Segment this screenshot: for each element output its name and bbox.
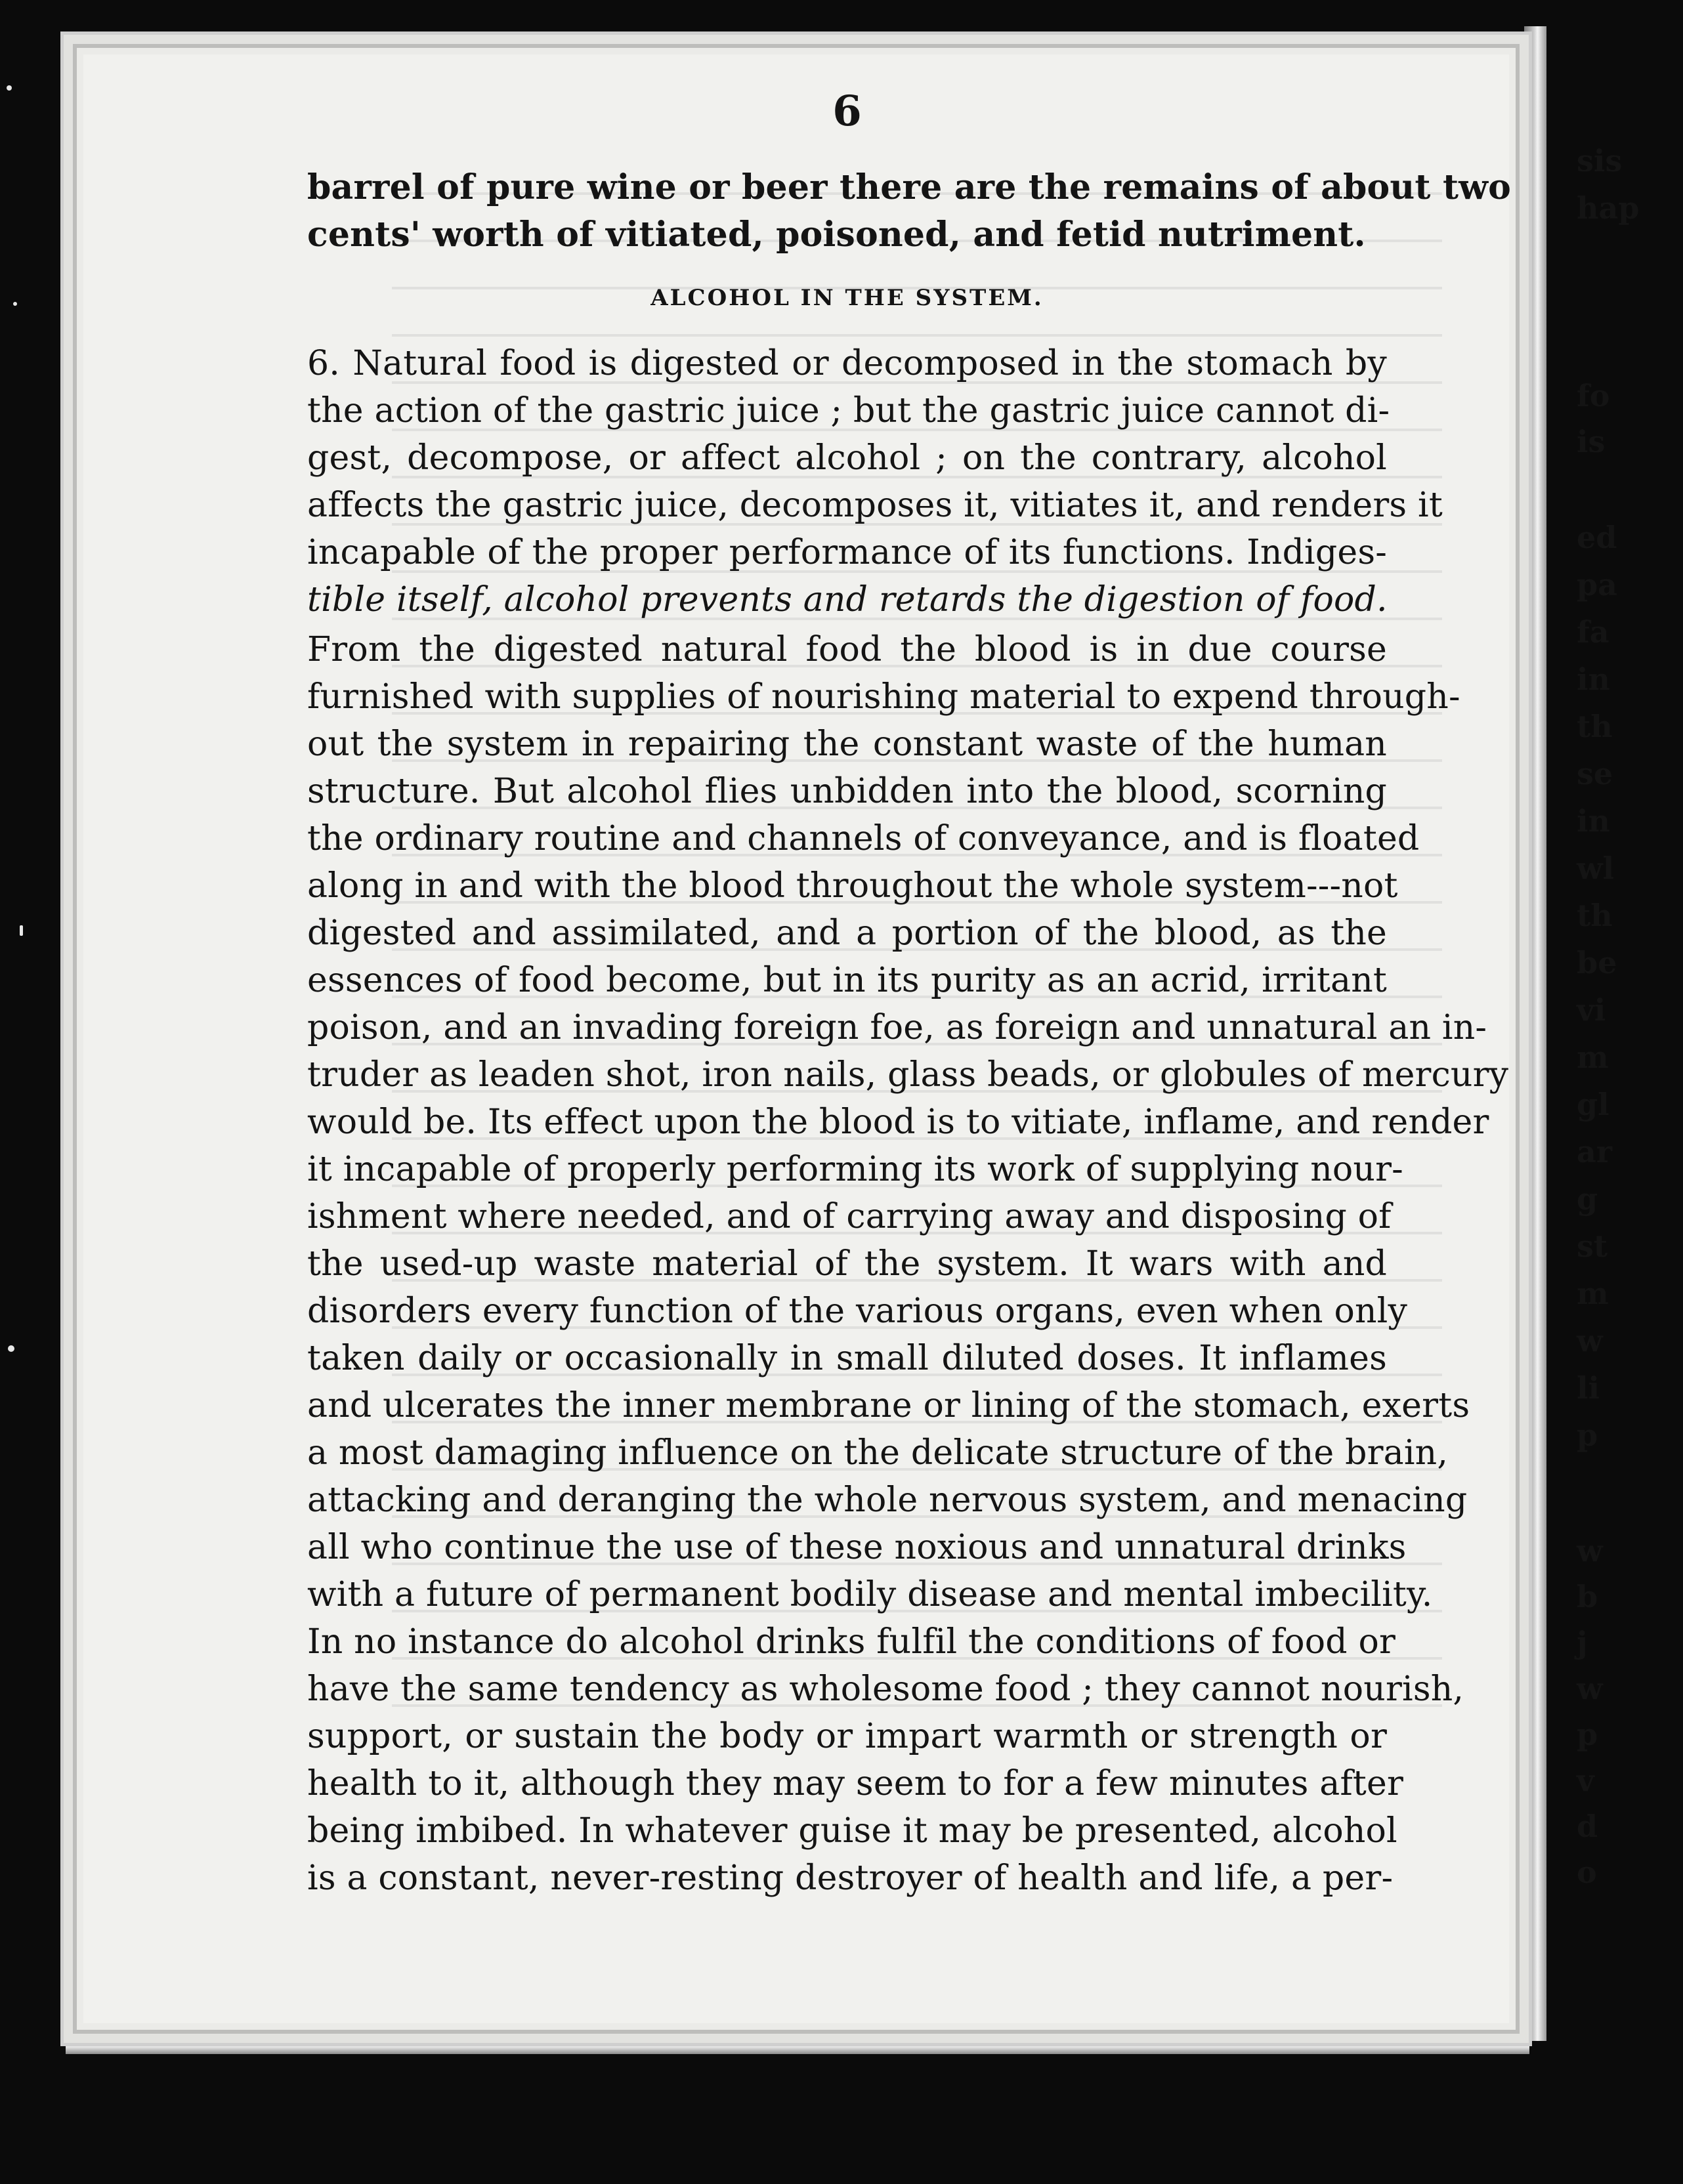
adjacent-fragment: vi — [1577, 992, 1606, 1028]
text-line: structure. But alcohol flies unbidden into the blood, scorning — [307, 772, 1387, 811]
text-line: digested and assimilated, and a portion of the blood, as the — [307, 914, 1387, 953]
text-line: taken daily or occasionally in small diluted doses. It inflames — [307, 1339, 1387, 1378]
adjacent-fragment: g — [1577, 1181, 1598, 1217]
text-line: out the system in repairing the constant waste of the human — [307, 724, 1387, 764]
text-line: In no instance do alcohol drinks fulfil the conditions of food or — [307, 1622, 1396, 1662]
text-line: furnished with supplies of nourishing material to expend through- — [307, 677, 1460, 717]
adjacent-fragment: b — [1577, 1579, 1598, 1614]
adjacent-fragment: sis — [1577, 143, 1623, 178]
adjacent-fragment: w — [1577, 1533, 1603, 1568]
adjacent-fragment: fa — [1577, 614, 1609, 650]
text-line: truder as leaden shot, iron nails, glass beads, or globules of mercury — [307, 1055, 1509, 1095]
text-line: and ulcerates the inner membrane or lining of the stomach, exerts — [307, 1386, 1470, 1425]
adjacent-fragment: hap — [1577, 190, 1640, 226]
adjacent-fragment: p — [1577, 1717, 1598, 1752]
adjacent-fragment: gl — [1577, 1087, 1609, 1122]
text-line: the action of the gastric juice ; but the gastric juice cannot di- — [307, 391, 1390, 430]
text-line: the used-up waste material of the system. It wars with and — [307, 1244, 1387, 1284]
text-line: health to it, although they may seem to for a few minutes after — [307, 1764, 1404, 1803]
text-line: have the same tendency as wholesome food ; they cannot nourish, — [307, 1670, 1464, 1709]
adjacent-fragment: in — [1577, 803, 1610, 839]
adjacent-page-edge — [1557, 0, 1683, 2184]
text-line: affects the gastric juice, decomposes it, vitiates it, and renders it — [307, 486, 1443, 525]
text-line: tible itself, alcohol prevents and retards the digestion of food. — [307, 580, 1388, 620]
text-line: disorders every function of the various organs, even when only — [307, 1292, 1408, 1331]
text-line: along in and with the blood throughout the whole system---not — [307, 866, 1398, 906]
text-line: the ordinary routine and channels of conveyance, and is floated — [307, 819, 1420, 858]
text-line: support, or sustain the body or impart warmth or strength or — [307, 1717, 1387, 1756]
dust-speck — [8, 1345, 14, 1352]
dust-speck — [7, 85, 12, 91]
adjacent-fragment: li — [1577, 1370, 1600, 1406]
page-number: 6 — [832, 87, 862, 136]
text-line: it incapable of properly performing its work of supplying nour- — [307, 1150, 1403, 1189]
adjacent-fragment: ar — [1577, 1134, 1613, 1169]
adjacent-fragment: m — [1577, 1040, 1609, 1075]
adjacent-fragment: be — [1577, 945, 1617, 980]
adjacent-fragment: is — [1577, 424, 1606, 459]
adjacent-fragment: in — [1577, 662, 1610, 697]
adjacent-fragment: th — [1577, 898, 1613, 933]
dust-speck — [20, 925, 23, 936]
adjacent-fragment: j — [1577, 1625, 1588, 1660]
adjacent-fragment: d — [1577, 1809, 1598, 1844]
text-line: From the digested natural food the blood is in due course — [307, 630, 1387, 669]
adjacent-fragment: m — [1577, 1276, 1609, 1311]
text-line: 6. Natural food is digested or decomposed in the stomach by — [307, 344, 1387, 383]
dust-speck — [13, 302, 17, 306]
text-line: with a future of permanent bodily disease and mental imbecility. — [307, 1575, 1433, 1614]
text-line: would be. Its effect upon the blood is to vitiate, inflame, and render — [307, 1102, 1489, 1142]
page-text — [307, 87, 1512, 1902]
adjacent-fragment: fo — [1577, 378, 1610, 413]
text-line: ishment where needed, and of carrying away and disposing of — [307, 1197, 1392, 1236]
adjacent-fragment: ed — [1577, 520, 1617, 555]
adjacent-fragment: th — [1577, 709, 1613, 744]
adjacent-fragment: se — [1577, 756, 1613, 791]
text-line: all who continue the use of these noxious and unnatural drinks — [307, 1528, 1407, 1567]
text-line: essences of food become, but in its purity as an acrid, irritant — [307, 961, 1387, 1000]
text-line: being imbibed. In whatever guise it may be presented, alcohol — [307, 1811, 1397, 1851]
text-line: poison, and an invading foreign foe, as foreign and unnatural an in- — [307, 1008, 1487, 1047]
adjacent-fragment: p — [1577, 1418, 1598, 1453]
text-line: a most damaging influence on the delicate structure of the brain, — [307, 1433, 1449, 1473]
text-line: cents' worth of vitiated, poisoned, and fetid nutriment. — [307, 215, 1366, 255]
adjacent-fragment: o — [1577, 1855, 1597, 1890]
adjacent-fragment: pa — [1577, 567, 1617, 602]
text-line: barrel of pure wine or beer there are the remains of about two — [307, 167, 1512, 207]
section-heading: ALCOHOL IN THE SYSTEM. — [650, 285, 1044, 311]
adjacent-fragment: wl — [1577, 850, 1615, 886]
text-line: is a constant, never-resting destroyer of health and life, a per- — [307, 1858, 1394, 1898]
text-line: attacking and deranging the whole nervous system, and menacing — [307, 1480, 1468, 1520]
text-line: gest, decompose, or affect alcohol ; on the contrary, alcohol — [307, 438, 1387, 478]
adjacent-fragment: v — [1577, 1763, 1594, 1798]
text-line: incapable of the proper performance of its functions. Indiges- — [307, 533, 1387, 572]
adjacent-fragment: st — [1577, 1228, 1608, 1264]
adjacent-fragment: w — [1577, 1671, 1603, 1706]
adjacent-fragment: w — [1577, 1323, 1603, 1358]
